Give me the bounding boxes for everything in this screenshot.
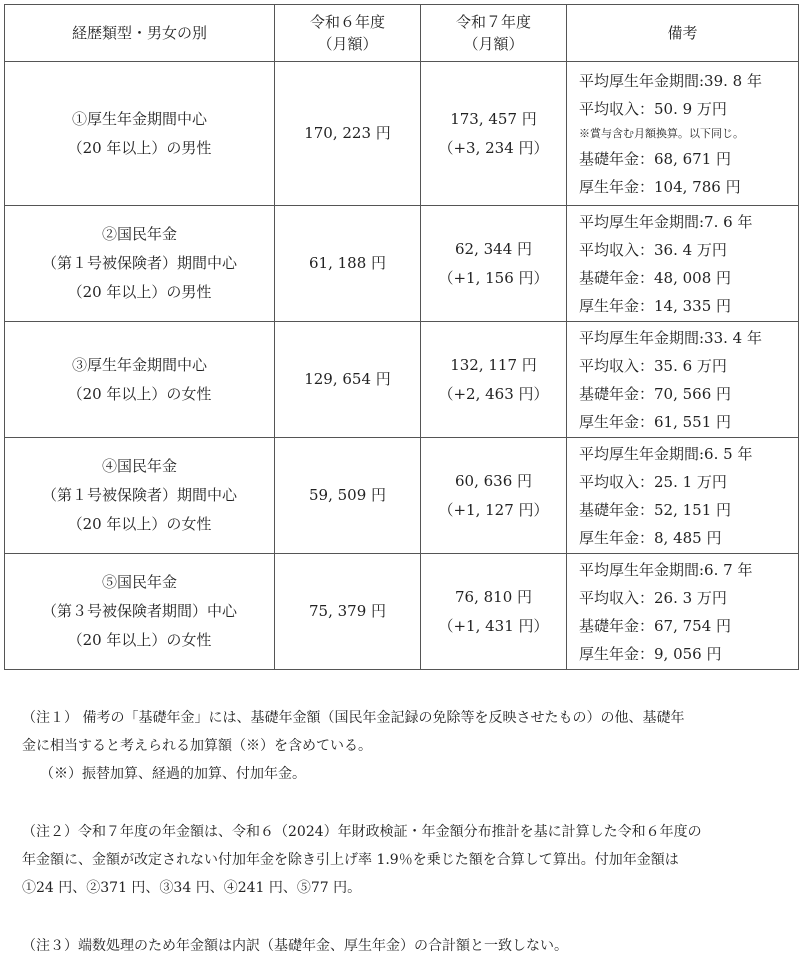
r7-amount: 76, 810 円 （+1, 431 円）: [421, 554, 567, 670]
type-cell: ④国民年金 （第１号被保険者）期間中心 （20 年以上）の女性: [5, 438, 275, 554]
header-r7: 令和７年度 （月額）: [421, 5, 567, 62]
table-row: [5, 206, 799, 322]
note-2-line-2: 年金額に、金額が改定されない付加年金を除き引上げ率 1.9％を乗じた額を合算して算出。付加年金額は: [22, 852, 679, 868]
header-row: [5, 5, 799, 62]
remarks-cell: 平均厚生年金期間:39. 8 年 平均収入：50. 9 万円 ※賞与含む月額換算。以下同じ。 基礎年金：68, 671 円 厚生年金：104, 786 円: [567, 62, 799, 206]
r7-amount: 173, 457 円 （+3, 234 円）: [421, 62, 567, 206]
table-row: [5, 322, 799, 438]
r7-diff: （+3, 234 円）: [438, 138, 549, 157]
r7-amount: 60, 636 円 （+1, 127 円）: [421, 438, 567, 554]
r6-amount: 61, 188 円: [275, 206, 421, 322]
remarks-cell: 平均厚生年金期間:33. 4 年 平均収入：35. 6 万円 基礎年金：70, 566 円 厚生年金：61, 551 円: [567, 322, 799, 438]
header-remarks: 備考: [567, 5, 799, 62]
note-1-line-1: （注１） 備考の「基礎年金」には、基礎年金額（国民年金記録の免除等を反映させたもの）の他、基礎年: [22, 710, 685, 726]
remarks-cell: 平均厚生年金期間:6. 5 年 平均収入：25. 1 万円 基礎年金：52, 151 円 厚生年金：8, 485 円: [567, 438, 799, 554]
header-type: 経歴類型・男女の別: [5, 5, 275, 62]
type-cell: ②国民年金 （第１号被保険者）期間中心 （20 年以上）の男性: [5, 206, 275, 322]
note-2-line-1: （注２）令和７年度の年金額は、令和６（2024）年財政検証・年金額分布推計を基に計算した令和６年度の: [22, 824, 702, 840]
r7-amount: 62, 344 円 （+1, 156 円）: [421, 206, 567, 322]
r7-diff: （+1, 127 円）: [438, 500, 549, 519]
remarks-cell: 平均厚生年金期間:6. 7 年 平均収入：26. 3 万円 基礎年金：67, 754 円 厚生年金：9, 056 円: [567, 554, 799, 670]
type-cell: ①厚生年金期間中心 （20 年以上）の男性: [5, 62, 275, 206]
remarks-cell: 平均厚生年金期間:7. 6 年 平均収入：36. 4 万円 基礎年金：48, 008 円 厚生年金：14, 335 円: [567, 206, 799, 322]
table-row: [5, 62, 799, 206]
r7-amount: 132, 117 円 （+2, 463 円）: [421, 322, 567, 438]
table-row: [5, 554, 799, 670]
pension-table: [4, 4, 799, 670]
note-1-sub: （※）振替加算、経過的加算、付加年金。: [40, 766, 306, 782]
note-3: （注３）端数処理のため年金額は内訳（基礎年金、厚生年金）の合計額と一致しない。: [22, 938, 568, 954]
type-cell: ③厚生年金期間中心 （20 年以上）の女性: [5, 322, 275, 438]
note-1-line-2: 金に相当すると考えられる加算額（※）を含めている。: [22, 738, 372, 754]
r6-amount: 59, 509 円: [275, 438, 421, 554]
footnotes: [22, 704, 782, 960]
r7-diff: （+1, 431 円）: [438, 616, 549, 635]
type-cell: ⑤国民年金 （第３号被保険者期間）中心 （20 年以上）の女性: [5, 554, 275, 670]
r7-diff: （+1, 156 円）: [438, 268, 549, 287]
r6-amount: 129, 654 円: [275, 322, 421, 438]
r7-diff: （+2, 463 円）: [438, 384, 549, 403]
header-r6: 令和６年度 （月額）: [275, 5, 421, 62]
r6-amount: 170, 223 円: [275, 62, 421, 206]
table-row: [5, 438, 799, 554]
note-2-line-3: ①24 円、②371 円、③34 円、④241 円、⑤77 円。: [22, 880, 362, 896]
r6-amount: 75, 379 円: [275, 554, 421, 670]
